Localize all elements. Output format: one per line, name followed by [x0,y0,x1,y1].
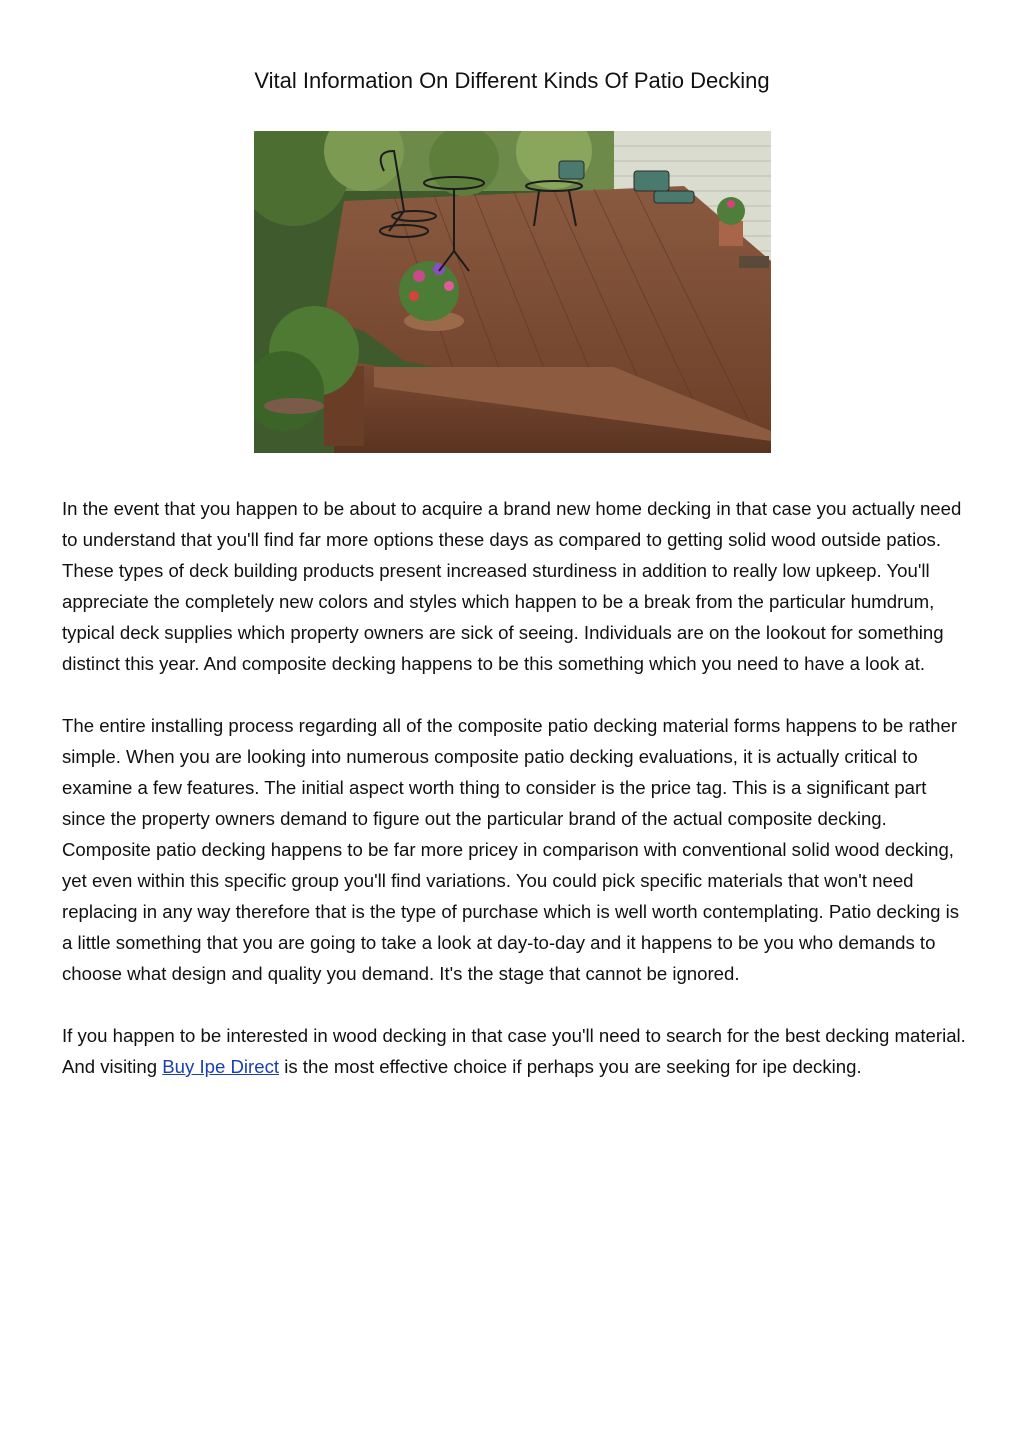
buy-ipe-direct-link[interactable]: Buy Ipe Direct [162,1056,280,1077]
paragraph-installation: The entire installing process regarding all of the composite patio decking material forms happens to be rather simple. When you are looking into numerous composite patio decking evaluations, it is actually critical to examine a few features. The initial aspect worth thing to consider is the price tag. This is a significant part since the property owners demand to figure out the particular brand of the actual composite decking. Composite patio decking happens to be far more pricey in comparison with conventional solid wood decking, yet even within this specific group you'll find variations. You could pick specific materials that won't need replacing in any way therefore that is the type of purchase which is well worth contemplating. Patio decking is a little something that you are going to take a look at day-to-day and it happens to be you who demands to choose what design and quality you demand. It's the stage that cannot be ignored. [62,715,960,984]
closing-text-after: is the most effective choice if perhaps you are seeking for ipe decking. [279,1056,862,1077]
closing-text-before: If you happen to be interested in wood decking in that case you'll need to search for the best decking material. And visiting [62,1025,966,1077]
paragraph-closing [62,1020,967,1082]
article-body [62,493,967,1113]
deck-photo [254,131,771,453]
page-title: Vital Information On Different Kinds Of Patio Decking [254,68,770,93]
paragraph-intro: In the event that you happen to be about to acquire a brand new home decking in that case you actually need to understand that you'll find far more options these days as compared to getting solid wood outside patios. These types of deck building products present increased sturdiness in addition to really low upkeep. You'll appreciate the completely new colors and styles which happen to be a break from the particular humdrum, typical deck supplies which property owners are sick of seeing. Individuals are on the lookout for something distinct this year. And composite decking happens to be this something which you need to have a look at. [62,498,962,674]
